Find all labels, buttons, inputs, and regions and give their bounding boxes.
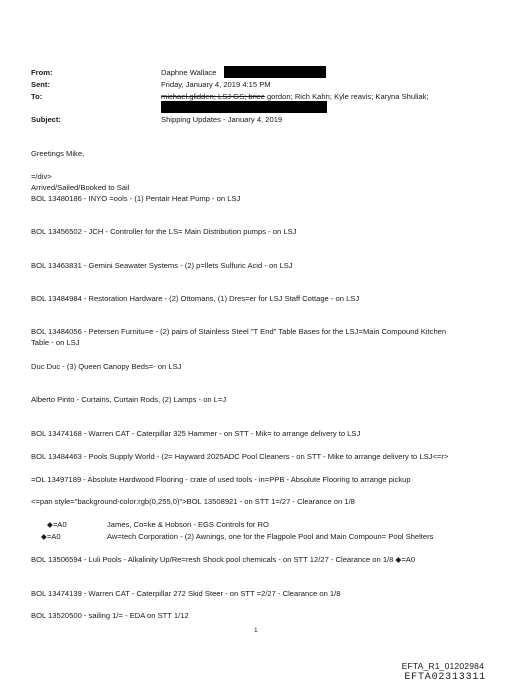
to-recipients: gordon; Rich Kahn; Kyle reavis; Karyna Shuliak; [264, 92, 429, 101]
shipment-line: Alberto Pinto - Curtains, Curtain Rods, (2) Lamps - on L=J [31, 395, 227, 404]
shipment-line: BOL 13484463 - Pools Supply World - (2= Hayward 2025ADC Pool Cleaners - on STT - Mike to arrange delivery to LSJ<=r> [31, 452, 449, 461]
subject-label: Subject: [31, 115, 61, 124]
redaction-bar [161, 101, 327, 113]
shipment-line: BOL 13474168 - Warren CAT - Caterpillar 325 Hammer - on STT - Mik= to arrange delivery to LSJ [31, 429, 361, 438]
to-value [161, 92, 429, 101]
from-label: From: [31, 68, 53, 77]
page-number: 1 [254, 627, 258, 634]
greeting: Greetings Mike, [31, 149, 85, 158]
document-reference: EFTA02313311 [404, 672, 486, 683]
shipment-line: BOL 13456502 - JCH - Controller for the LS= Main Distribution pumps - on LSJ [31, 227, 297, 236]
shipment-line: BOL 13463831 - Gemini Seawater Systems - (2) p=llets Sulfuric Acid - on LSJ [31, 261, 293, 270]
shipment-line: BOL 13484056 - Petersen Furnitu=e - (2) pairs of Stainless Steel "T End" Table Bases for the LSJ=Main Compound Kitchen [31, 327, 447, 336]
to-label: To: [31, 92, 43, 101]
sub-item-marker: ◆=A0 [41, 532, 61, 541]
sub-item-marker: ◆=A0 [47, 520, 67, 529]
div-tag-text: =/div> [31, 172, 52, 181]
section-heading: Arrived/Sailed/Booked to Sail [31, 183, 130, 192]
sub-item-text: James, Co=ke & Hobson - EGS Controls for RO [107, 520, 269, 529]
to-struck-text: michael.glidden; LSJ GS; brice [161, 92, 265, 101]
shipment-line: BOL 13484984 - Restoration Hardware - (2) Ottomans, (1) Dres=er for LSJ Staff Cottage - on LSJ [31, 294, 360, 303]
shipment-line: Duc Duc - (3) Queen Canopy Beds=- on LSJ [31, 362, 182, 371]
shipment-line: BOL 13506594 - Luli Pools - Alkalinity Up/Re=resh Shock pool chemicals - on STT 12/27 - Clearance on 1/8 ◆=A0 [31, 555, 416, 564]
sub-item-text: Aw=tech Corporation - (2) Awnings, one for the Flagpole Pool and Main Compoun= Pool Shelters [107, 532, 434, 541]
shipment-line: =OL 13497189 - Absolute Hardwood Flooring - crate of used tools - in=PPB - Absolute Flooring to arrange pickup [31, 475, 411, 484]
document-reference: EFTA_R1_01202984 [401, 661, 484, 671]
from-value: Daphne Wallace [161, 68, 217, 77]
shipment-line: BOL 13520500 - sailing 1/= - EDA on STT 1/12 [31, 611, 189, 620]
shipment-line-continued: Table - on LSJ [31, 338, 80, 347]
sent-label: Sent: [31, 80, 50, 89]
shipment-line: BOL 13480186 - INYO =ools - (1) Pentair Heat Pump - on LSJ [31, 194, 241, 203]
shipment-line: <=pan style="background-color:rgb(0,255,0)">BOL 13508921 - on STT 1=/27 - Clearance on 1/8 [31, 497, 355, 506]
shipment-line: BOL 13474139 - Warren CAT - Caterpillar 272 Skid Steer - on STT =2/27 - Clearance on 1/8 [31, 589, 341, 598]
sent-value: Friday, January 4, 2019 4:15 PM [161, 80, 271, 89]
redaction-bar [224, 66, 326, 78]
subject-value: Shipping Updates - January 4, 2019 [161, 115, 283, 124]
